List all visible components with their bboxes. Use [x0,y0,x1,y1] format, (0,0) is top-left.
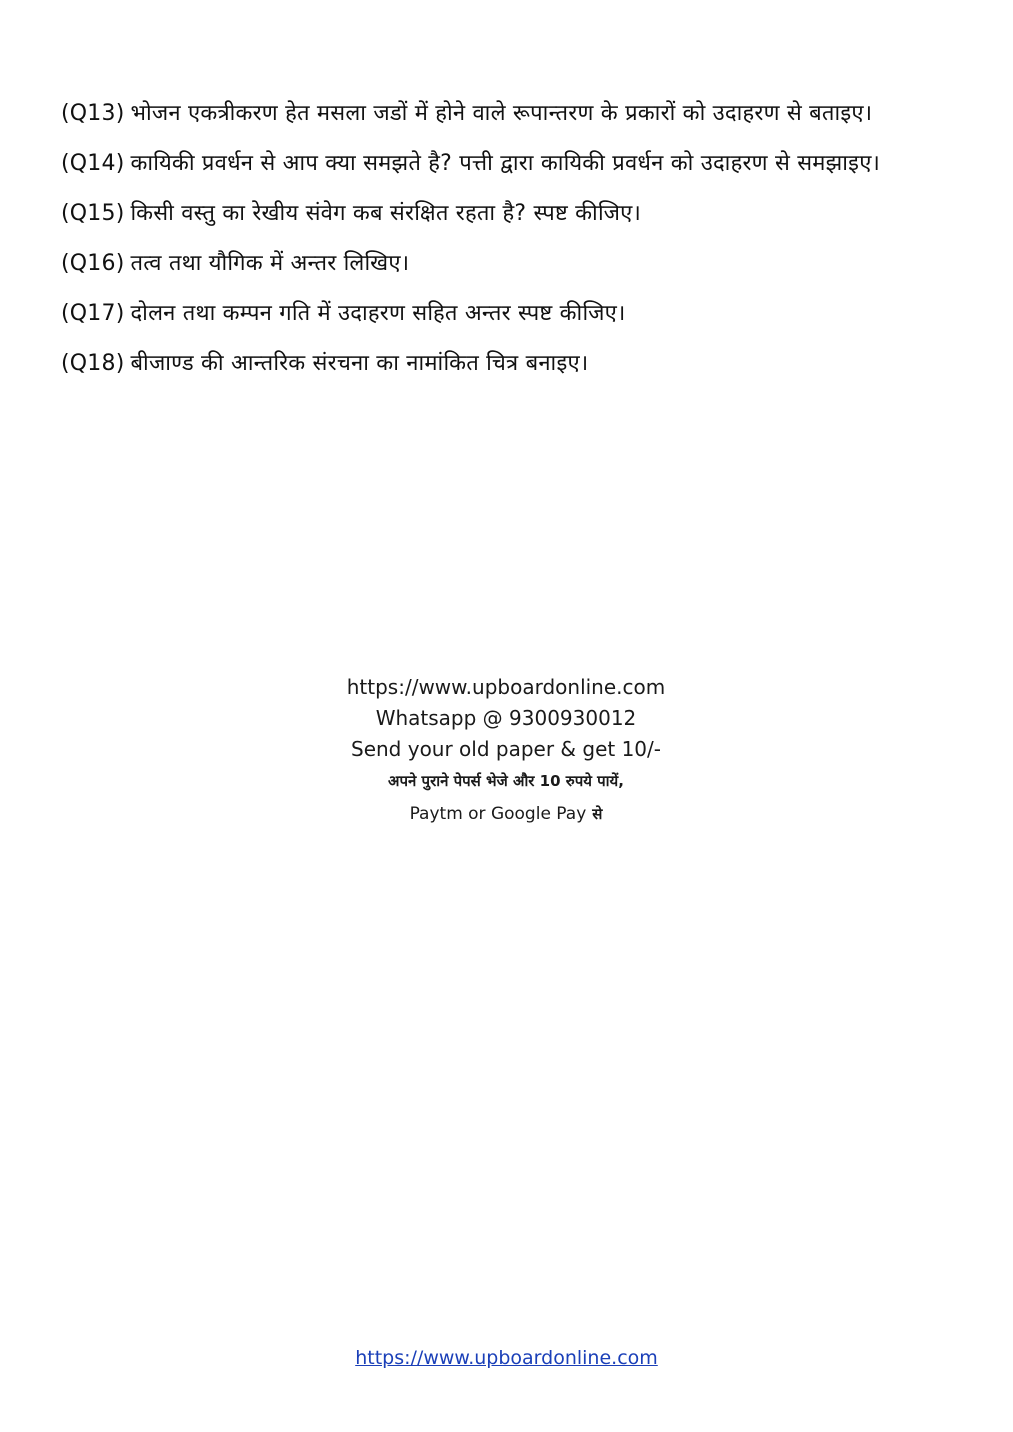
question-number: (Q15) [61,201,125,226]
question-text: दोलन तथा कम्पन गति में उदाहरण सहित अन्तर स्पष्ट कीजिए। [130,301,626,326]
question-item [61,94,931,134]
promo-hindi-line: अपने पुराने पेपर्स भेजे और 10 रुपये पायें, [388,772,624,790]
promo-payment-suffix: से [592,805,603,823]
footer [0,1344,1013,1372]
question-number: (Q16) [61,251,125,276]
question-number: (Q17) [61,301,125,326]
question-item [61,294,931,334]
question-item [61,344,931,384]
question-list [61,94,931,394]
question-item [61,244,931,284]
question-number: (Q14) [61,151,125,176]
promo-whatsapp: Whatsapp @ 9300930012 [375,706,637,730]
question-number: (Q13) [61,101,125,126]
question-item [61,194,931,234]
footer-website-link[interactable]: https://www.upboardonline.com [355,1347,658,1369]
promo-block [206,672,806,831]
question-text: किसी वस्तु का रेखीय संवेग कब संरक्षित रहता है? स्पष्ट कीजिए। [130,201,642,226]
question-text: भोजन एकत्रीकरण हेत मसला जडों में होने वाले रूपान्तरण के प्रकारों को उदाहरण से बताइए। [130,101,873,126]
promo-send-paper: Send your old paper & get 10/- [351,737,661,761]
promo-payment [206,797,806,831]
question-text: बीजाण्ड की आन्तरिक संरचना का नामांकित चित्र बनाइए। [130,351,589,376]
promo-website: https://www.upboardonline.com [346,675,666,699]
question-text: कायिकी प्रवर्धन से आप क्या समझते है? पत्ती द्वारा कायिकी प्रवर्धन को उदाहरण से समझाइए। [130,151,881,176]
promo-payment-methods: Paytm or Google Pay [409,804,587,824]
question-text: तत्व तथा यौगिक में अन्तर लिखिए। [130,251,410,276]
question-item [61,144,931,184]
question-number: (Q18) [61,351,125,376]
